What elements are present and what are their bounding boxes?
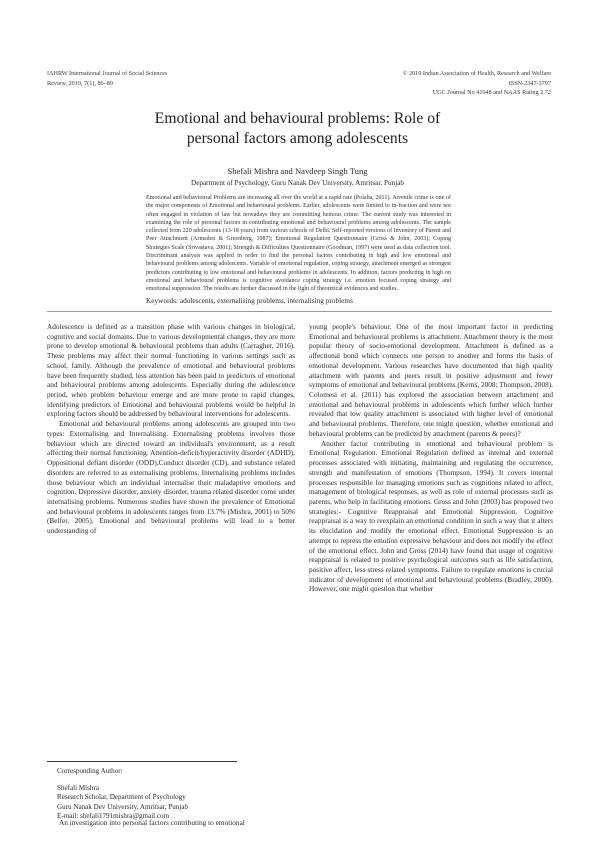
paragraph: Another factor contributing in emotional and behavioural problem is Emotional Regulation. Emotional Regulation defined as internal and external processes associated with initiating, maintaining and regulating the occurrence, strength and manifestation of emotions (Thompson, 1994). It covers internal processes responsible for managing emotions such as cognitions related to affect, management of biological responses, as well as role of external processes such as parents, who help in facilitating emotions. Gross and John (2003) has proposed two strategies:- Cognitive Reappraisal and Emotional Suppression. Cognitive reappraisal is a way to reexplain an emotional condition in such a way that it alters its elucidation and modify the emotional effect. Emotional Suppression is an attempt to repress the emotion expressive behaviour and does not modify the effect of the emotional effect. John and Gross (2014) have found that usage of cognitive reappraisal is related to positive psychological outcomes such as life satisfaction, positive affect, less stress related symptoms. Failure to regulate emotions is crucial indicator of development of emotional and behavioural problems (Bradley, 2000). However, one might question that whether	[309, 438, 554, 594]
journal-volume: Review, 2019, 7(1), 86–89	[47, 79, 113, 87]
journal-header-left	[47, 69, 167, 88]
title-line-2: personal factors among adolescents	[186, 129, 409, 147]
issn-line: ISSN-2347-3797	[508, 79, 551, 87]
paragraph: young people's behaviour. One of the most important factor in predicting Emotional and behavioural problems is attachment. Attachment theory is the most popular theory of socio-emotional development. Attachment is defined as a affectional bond which connects one person to another and forms the basis of emotional development. Various researches have documented that high quality attachment with parents and peers result in positive adjustment and fewer symptoms of emotional and behavioural problems (Kerns, 2008; Thompson, 2008). Colomesi et al. (2011) has explored the association between attachment and emotional and behavioural problems in adolescents which further which further revealed that low quality attachment is associated with higher level of emotional and behavioural problems. Therefore, one might question, whether emotional and behavioural problems can be predicted by attachment (parents & peers)?	[309, 322, 553, 438]
journal-name: IAHRW International Journal of Social Sciences	[47, 70, 168, 77]
paper-title	[100, 109, 495, 148]
author-name: Shefali Mishra	[57, 783, 99, 792]
corresponding-author-footnote	[57, 767, 287, 822]
paragraph: Adolescence is defined as a transition phase with various changes in biological, cognitive and social domains. Due to various developmental changes, they are more prone to develop emotional & behavioural problems than adults (Carragher, 2016). These problems may affect their normal functioning in various settings such as school, family. Although the prevalence of emotional and behavioural problems have been frequently studied, less attention has been paid to predictors of emotional and behavioural problems among adolescents. Especially during the adolescence period, when problem behaviour emerge and are more prone to rapid changes, identifying predictors of Emotional and behavioural problems would be helpful in exploring factors should be addressed by behavioural interventions for adolescents.	[47, 322, 295, 419]
footnote-heading: Corresponding Author:	[57, 767, 123, 775]
section-divider	[47, 311, 552, 312]
affiliation: Department of Psychology, Guru Nanak Dev University, Amritsar, Punjab	[191, 179, 404, 187]
ugc-line: UGC Journal No 41948 and NAAS Rating 2.72	[432, 89, 551, 97]
author-position: Research Scholar, Department of Psychology	[57, 793, 186, 802]
author-email[interactable]: E-mail: shefali1791mishra@gmail.com	[57, 812, 170, 821]
body-column-right	[309, 322, 553, 594]
title-line-1: Emotional and behavioural problems: Role of	[154, 110, 441, 127]
copyright-line: © 2019 Indian Association of Health, Research and Welfare	[402, 70, 551, 77]
authors: Shefali Mishra and Navdeep Singh Tung	[227, 166, 368, 176]
body-column-left	[47, 322, 295, 536]
paragraph: Emotional and behavioural problems among adolescents are grouped into two types: Externalising and Internalising. Externalising problems involves those behaviour which are directed toward an individual's environment, as a result affecting their normal functioning. Attention-deficit/hyperactivity disorder (ADHD), Oppositional defiant disorder (ODD),Conduct disorder (CD), and substance related disorders are referred to as externalising problems. Internalising problems includes those behaviour which an individual internalise their maladaptive emotions and cognition. Depressive disorder, anxiety disorder, trauma related disorder come under internalising problems. Numerous studies have shown the prevalence of Emotional and behavioural problems in adolescents ranges from 13.7% (Mishra, 2001) to 50% (Belfer, 2005). Emotional and behavioural problems will lead to a better understanding of	[47, 419, 295, 536]
left-column-continuation: An investigation into personal factors contributing to emotional	[59, 818, 245, 827]
journal-header-right	[403, 69, 551, 98]
author-institution: Guru Nanak Dev University, Amritsar, Punjab	[57, 802, 189, 811]
abstract: Emotional and behavioural Problems are increasing all over the world at a rapid rate (Polaha, 2011). Juvenile crime is one of the major components of Emotional and behavioural problems. Earlier, adolescents were limited to in-fraction and were not often engaged in violation of law but nowadays they are committing heinous crime. The current study was interested in examining the role of personal factors in contributing emotional and behavioural problems among adolescents. The sample collected from 220 adolescents (13-18 years) from various schools of Delhi. Self-reported versions of Inventory of Parent and Peer Attachment (Armsden & Greenberg, 1987); Emotional Regulation Questionnaire (Gross & John, 2003); Coping Strategies Scale (Srivastava, 2001); Strength & Difficulties Questionnaire (Goodman, 1997) were used as data collection tool. Discriminant analysis was applied in order to find the personal factors contributing in high and low emotional and behavioural problems among adolescents. Variable of emotional regulation, coping strategy, attachment emerged as strongest predictors contributing to low emotional and behavioural problems in adolescents. In addition, factors predicting in high on emotional and behavioural problems is cognitive avoidance coping strategy i.e. emotion focused coping strategy and emotional suppression. The results are further discussed in the light of theoretical evidences and studies.	[146, 195, 451, 293]
keywords: Keywords: adolescents, externalising problems, internalising problems	[146, 296, 353, 305]
footnote-divider	[47, 761, 237, 762]
